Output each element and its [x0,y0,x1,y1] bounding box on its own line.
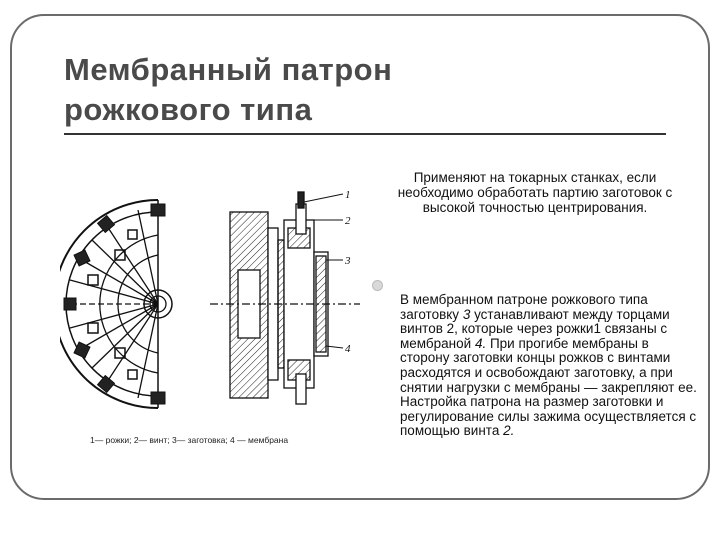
chuck-drawing [60,180,370,430]
callout-1: 1 [345,189,351,201]
title-line-2: рожкового типа [64,92,313,127]
callout-2: 2 [345,215,351,227]
title-line-1: Мембранный патрон [64,52,393,87]
front-view [60,200,172,408]
body-part-6: 2. [503,423,515,439]
body-part-1: В мембранном патроне рожкового типа заготовку [400,292,648,322]
body-part-5: При прогибе мембраны в сторону заготовки концы рожков с винтами расходятся и освобождают заготовку, а при снятии нагрузки с мембраны — закрепляют ее. Настройка патрона на размер заготовки и регулирование силы зажима осуществляется с помощью винта [400,335,697,439]
description-text [400,293,700,439]
figure-caption: 1— рожки; 2— винт; 3— заготовка; 4 — мембрана [90,435,289,445]
section-view [210,192,360,404]
callout-3: 3 [345,255,351,267]
body-part-3: устанавливают между торцами винтов 2, которые через рожки1 связаны с мембраной [400,306,670,351]
title-underline [64,133,666,135]
callout-4: 4 [345,343,351,355]
body-part-2: 3 [462,306,471,322]
intro-text: Применяют на токарных станках, если необходимо обработать партию заготовок с высокой точностью центрирования. [397,170,673,215]
slide-title [64,50,664,130]
bullet-icon [372,280,383,291]
body-part-4: 4. [474,335,487,351]
